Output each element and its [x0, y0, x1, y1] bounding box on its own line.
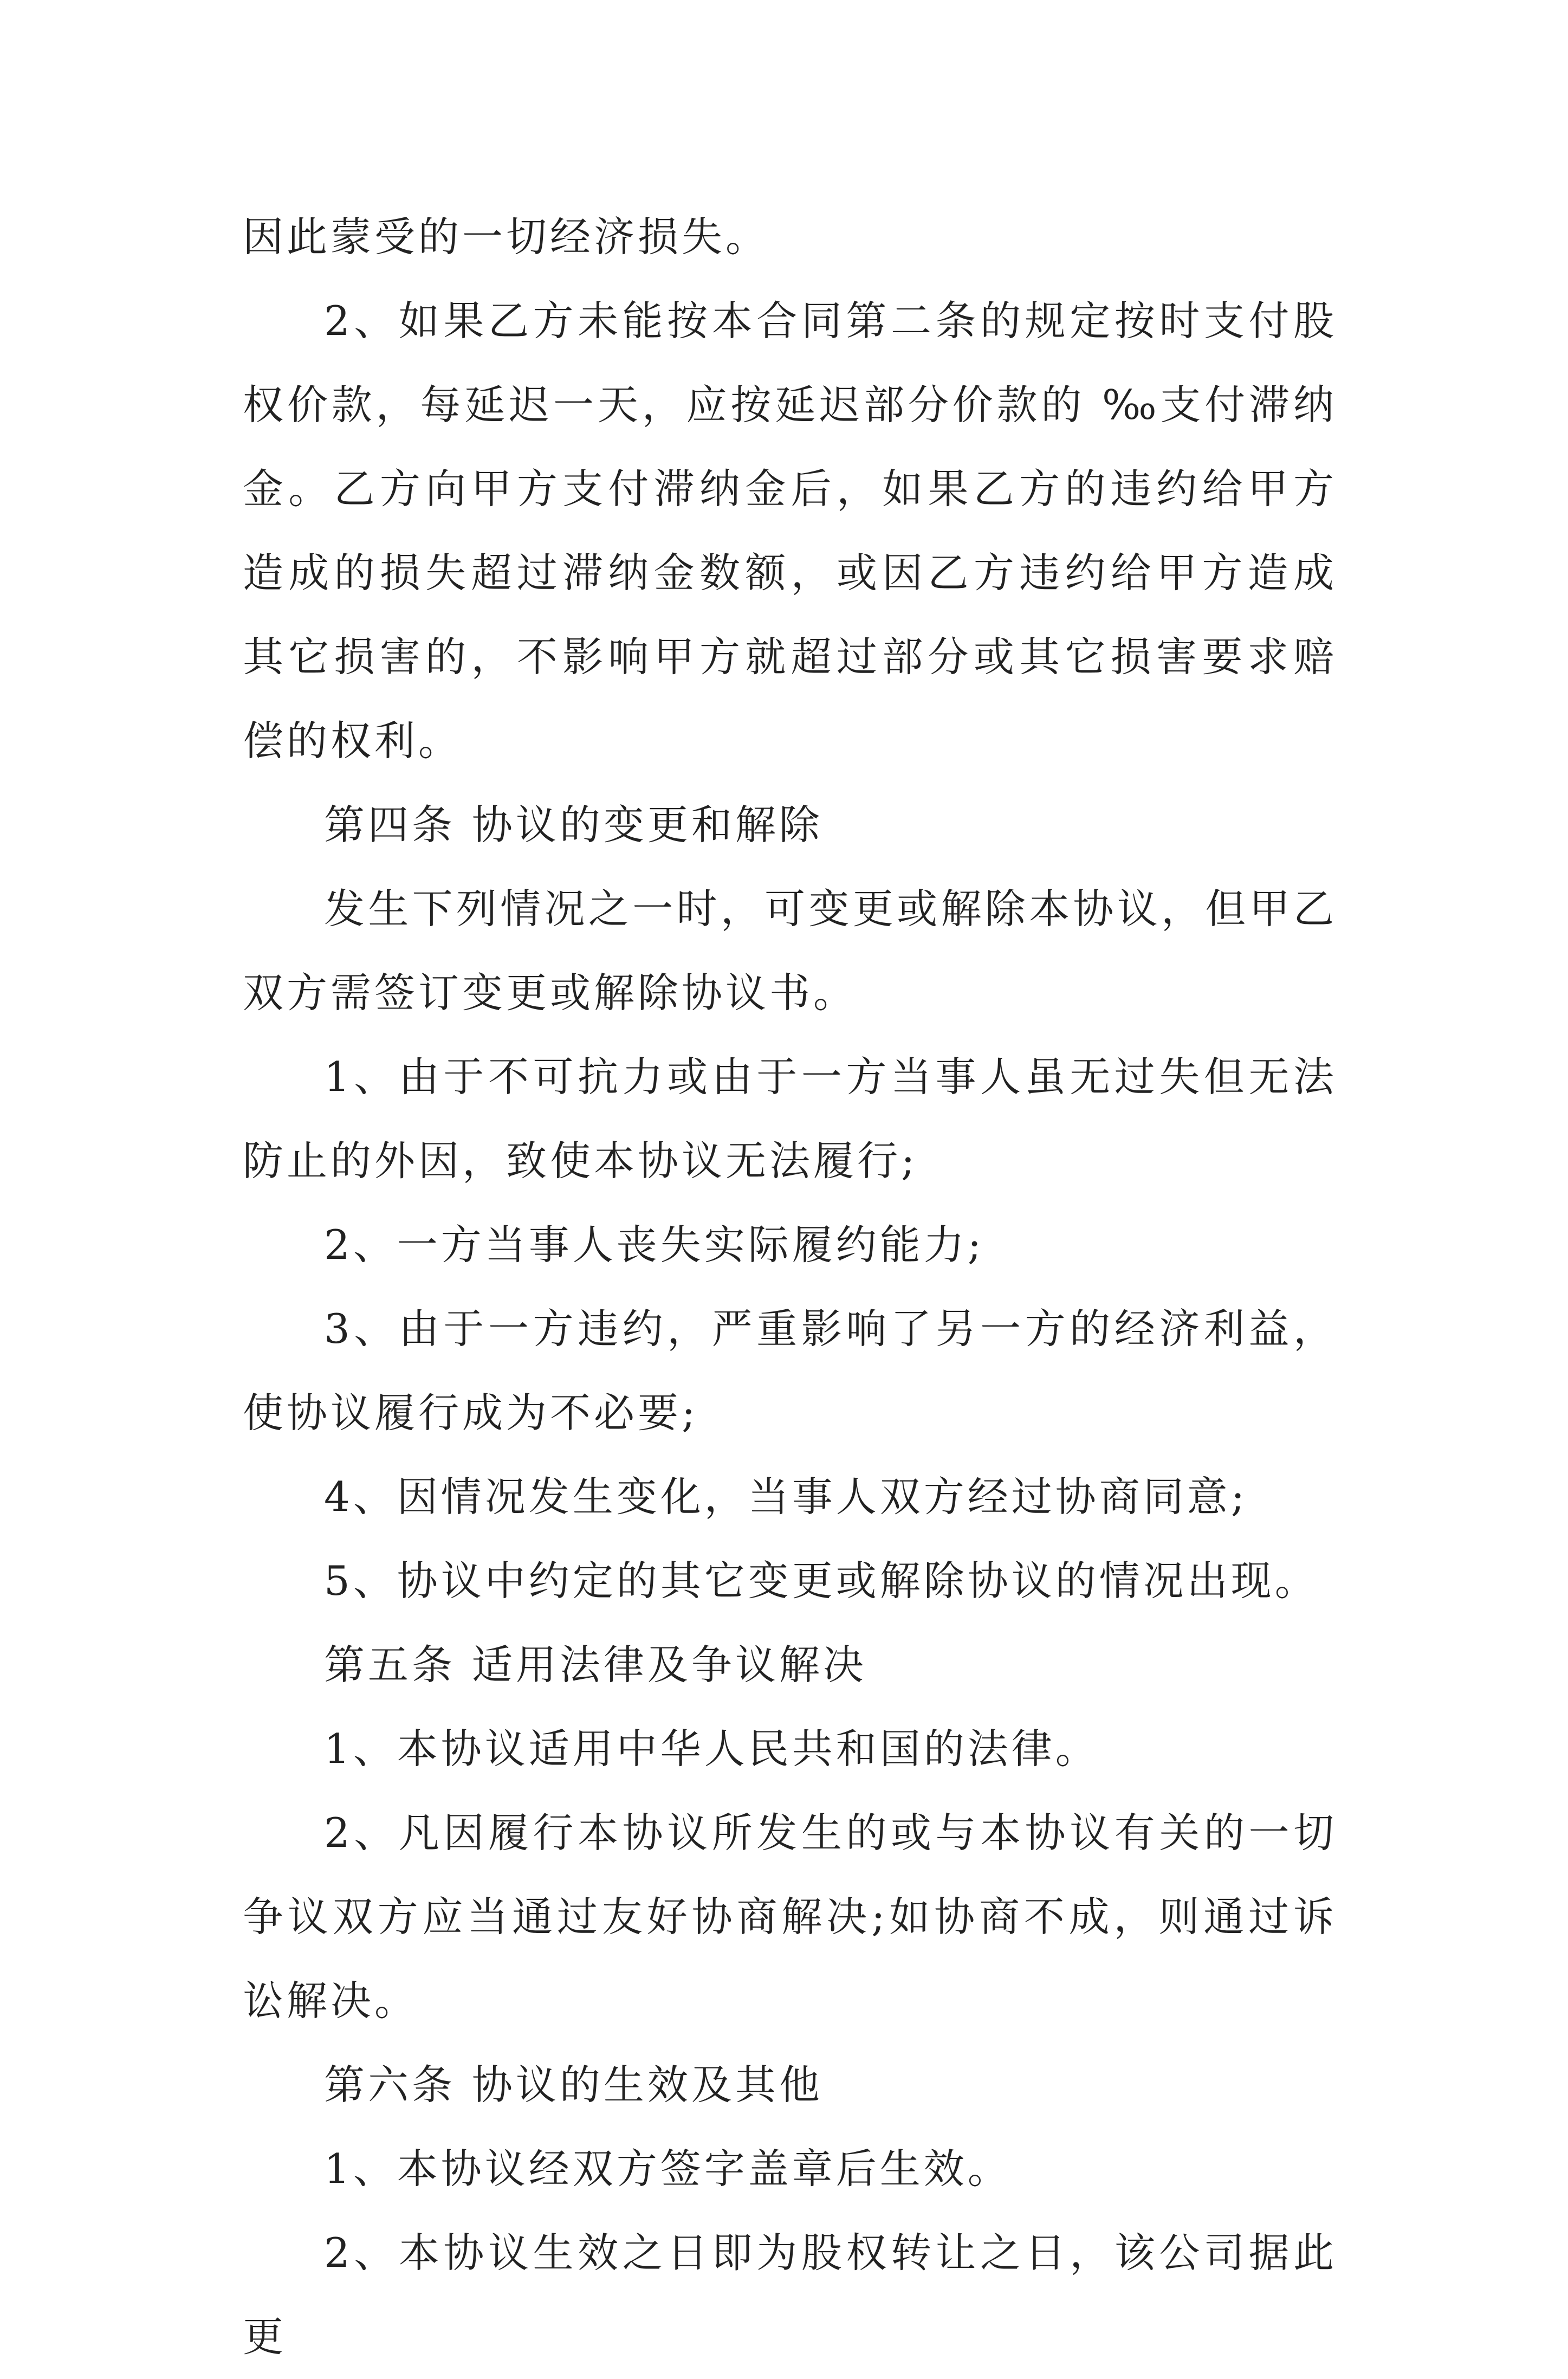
list-item: 5、协议中约定的其它变更或解除协议的情况出现。 [324, 1557, 1319, 1605]
list-item: 1、本协议经双方签字盖章后生效。 [324, 2145, 1012, 2193]
list-item: 3、由于一方违约，严重影响了另一方的经济利益，使协议履行成为不必要; [243, 1305, 1337, 1437]
list-item: 1、由于不可抗力或由于一方当事人虽无过失但无法防止的外因，致使本协议无法履行; [243, 1053, 1337, 1185]
list-item: 2、凡因履行本协议所发生的或与本协议有关的一切争议双方应当通过友好协商解决;如协商不成，则通过诉讼解决。 [243, 1809, 1337, 2025]
list-item: 2、本协议生效之日即为股权转让之日，该公司据此更 [243, 2229, 1337, 2361]
section-heading: 第五条 适用法律及争议解决 [324, 1641, 867, 1689]
paragraph: 发生下列情况之一时，可变更或解除本协议，但甲乙双方需签订变更或解除协议书。 [243, 885, 1337, 1017]
list-item: 4、因情况发生变化，当事人双方经过协商同意; [324, 1473, 1248, 1521]
document-body [243, 195, 1337, 2379]
list-item: 2、一方当事人丧失实际履约能力; [324, 1221, 984, 1269]
list-item: 1、本协议适用中华人民共和国的法律。 [324, 1725, 1099, 1773]
paragraph: 2、如果乙方未能按本合同第二条的规定按时支付股权价款，每延迟一天，应按延迟部分价款的 ‰支付滞纳金。乙方向甲方支付滞纳金后，如果乙方的违约给甲方造成的损失超过滞纳金数额，或因乙方违约给甲方造成其它损害的，不影响甲方就超过部分或其它损害要求赔偿的权利。 [243, 297, 1337, 765]
paragraph: 因此蒙受的一切经济损失。 [243, 213, 770, 261]
section-heading: 第四条 协议的变更和解除 [324, 801, 823, 849]
section-heading: 第六条 协议的生效及其他 [324, 2061, 823, 2109]
